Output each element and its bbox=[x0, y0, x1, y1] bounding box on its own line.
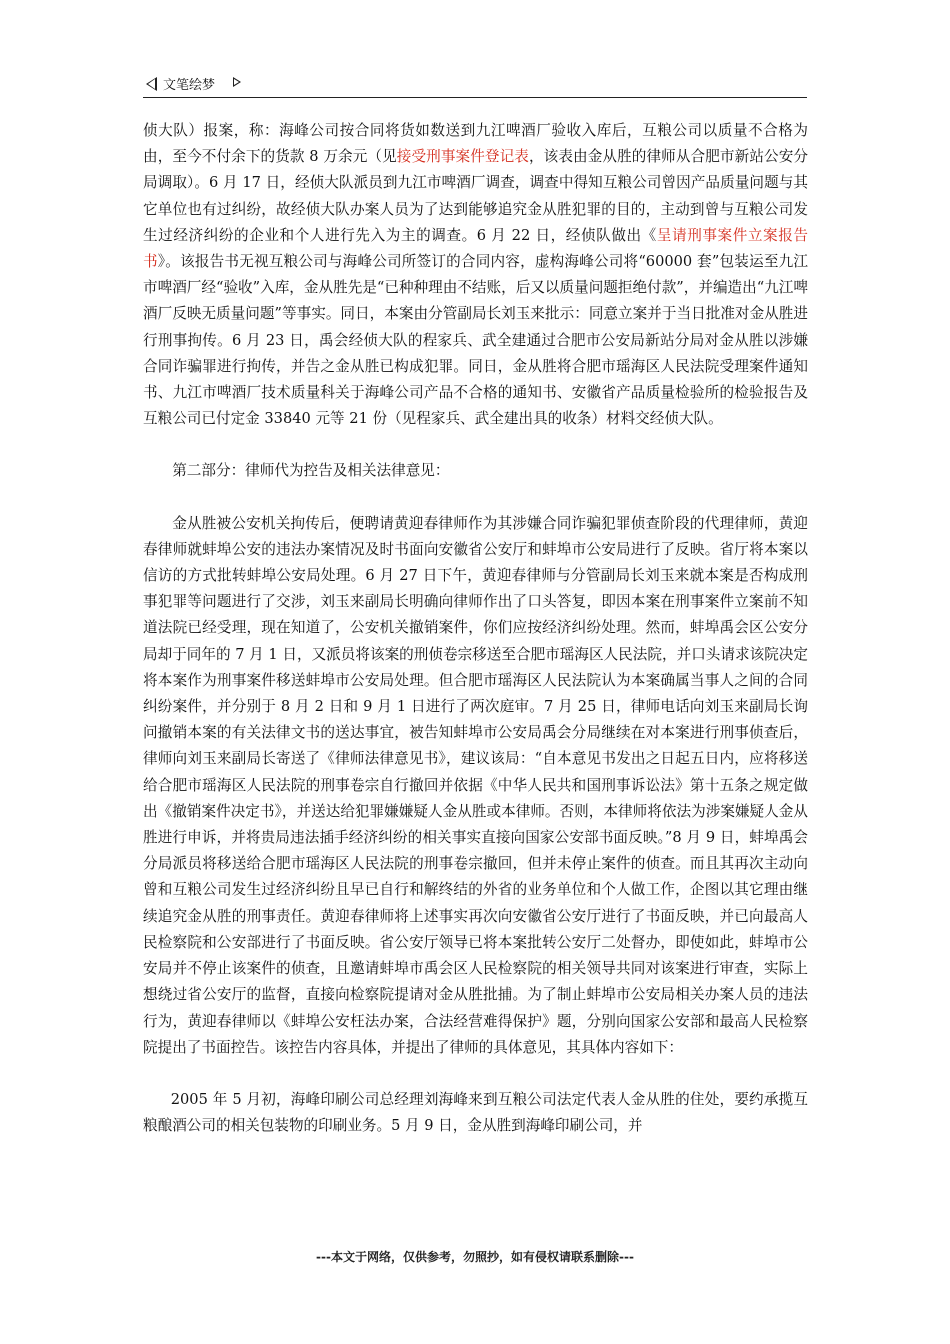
paragraph-1-text-c: 》。该报告书无视互粮公司与海峰公司所签订的合同内容，虚构海峰公司将“60000 套”包装运至九江市啤酒厂经“验收”入库，金从胜先是“已种种理由不结账，后又以质量问题拒绝付款”，并编造出“九江啤酒厂反映无质量问题”等事实。同日，本案由分管副局长刘玉来批示：同意立案并于当日批准对金从胜进行刑事拘传。6 月 23 日，禹会经侦大队的程家兵、武全建通过合肥市公安局新站分局对金从胜以涉嫌合同诈骗罪进行拘传，并告之金从胜已构成犯罪。同日，金从胜将合肥市瑶海区人民法院受理案件通知书、九江市啤酒厂技术质量科关于海峰公司产品不合格的通知书、安徽省产品质量检验所的检验报告及互粮公司已付定金 33840 元等 21 份（见程家兵、武全建出具的收条）材料交经侦大队。 bbox=[143, 253, 808, 428]
document-body bbox=[143, 118, 808, 1139]
section-heading: 第二部分：律师代为控告及相关法律意见： bbox=[172, 462, 450, 480]
paragraph-3: 金从胜被公安机关拘传后，便聘请黄迎春律师作为其涉嫌合同诈骗犯罪侦查阶段的代理律师，黄迎春律师就蚌埠公安的违法办案情况及时书面向安徽省公安厅和蚌埠市公安局进行了反映。省厅将本案以信访的方式批转蚌埠公安局处理。6 月 27 日下午，黄迎春律师与分管副局长刘玉来就本案是否构成刑事犯罪等问题进行了交涉，刘玉来副局长明确向律师作出了口头答复，即因本案在刑事案件立案前不知道法院已经受理，现在知道了，公安机关撤销案件，你们应按经济纠纷处理。然而，蚌埠禹会区公安分局却于同年的 7 月 1 日，又派员将该案的刑侦卷宗移送至合肥市瑶海区人民法院，并口头请求该院决定将本案作为刑事案件移送蚌埠市公安局处理。但合肥市瑶海区人民法院认为本案确属当事人之间的合同纠纷案件，并分别于 8 月 2 日和 9 月 1 日进行了两次庭审。7 月 25 日，律师电话向刘玉来副局长询问撤销本案的有关法律文书的送达事宜，被告知蚌埠市公安局禹会分局继续在对本案进行刑事侦查后，律师向刘玉来副局长寄送了《律师法律意见书》，建议该局：“自本意见书发出之日起五日内，应将移送给合肥市瑶海区人民法院的刑事卷宗自行撤回并依据《中华人民共和国刑事诉讼法》第十五条之规定做出《撤销案件决定书》，并送达给犯罪嫌嫌疑人金从胜或本律师。否则，本律师将依法为涉案嫌疑人金从胜进行申诉，并将贵局违法插手经济纠纷的相关事实直接向国家公安部书面反映。”8 月 9 日，蚌埠禹会分局派员将移送给合肥市瑶海区人民法院的刑事卷宗撤回，但并未停止案件的侦查。而且其再次主动向曾和互粮公司发生过经济纠纷且早已自行和解终结的外省的业务单位和个人做工作，企图以其它理由继续追究金从胜的刑事责任。黄迎春律师将上述事实再次向安徽省公安厅进行了书面反映，并已向最高人民检察院和公安部进行了书面反映。省公安厅领导已将本案批转公安厅二处督办，即使如此，蚌埠市公安局并不停止该案件的侦查，且邀请蚌埠市禹会区人民检察院的相关领导共同对该案进行审查，实际上想绕过省公安厅的监督，直接向检察院提请对金从胜批捕。为了制止蚌埠市公安局相关办案人员的违法行为，黄迎春律师以《蚌埠公安枉法办案，合法经营难得保护》题，分别向国家公安部和最高人民检察院提出了书面控告。该控告内容具体，并提出了律师的具体意见，其具体内容如下： bbox=[143, 514, 808, 1056]
filing-report-link[interactable]: 呈请刑事案件立案报告书 bbox=[143, 226, 808, 271]
page-header bbox=[143, 71, 807, 98]
page-footer: ---本文于网络，仅供参考，勿照抄，如有侵权请联系删除--- bbox=[316, 1250, 634, 1264]
paragraph-1-text-b: ，该表由金从胜的律师从合肥市新站公安分局调取）。6 月 17 日，经侦大队派员到九江市啤酒厂调查，调查中得知互粮公司曾因产品质量问题与其它单位也有过纠纷，故经侦大队办案人员为了达到能够追究金从胜犯罪的目的，主动到曾与互粮公司发生过经济纠纷的企业和个人进行先入为主的调查。6 月 22 日，经侦队做出《 bbox=[143, 148, 808, 244]
paragraph-1-text-a: 侦大队）报案，称：海峰公司按合同将货如数送到九江啤酒厂验收入库后，互粮公司以质量不合格为由，至今不付余下的货款 8 万余元（见 bbox=[143, 122, 808, 166]
right-triangle-icon bbox=[233, 77, 241, 87]
paragraph-gap bbox=[143, 485, 808, 511]
paragraph-gap bbox=[143, 1061, 808, 1087]
paragraph-1 bbox=[143, 118, 808, 432]
registration-form-link[interactable]: 接受刑事案件登记表 bbox=[396, 148, 529, 166]
left-triangle-icon bbox=[146, 77, 157, 91]
header-brand: 文笔绘梦 bbox=[163, 78, 216, 93]
paragraph-4: 2005 年 5 月初，海峰印刷公司总经理刘海峰来到互粮公司法定代表人金从胜的住处，要约承揽互粮酿酒公司的相关包装物的印刷业务。5 月 9 日，金从胜到海峰印刷公司，并 bbox=[143, 1090, 808, 1135]
paragraph-gap bbox=[143, 432, 808, 458]
